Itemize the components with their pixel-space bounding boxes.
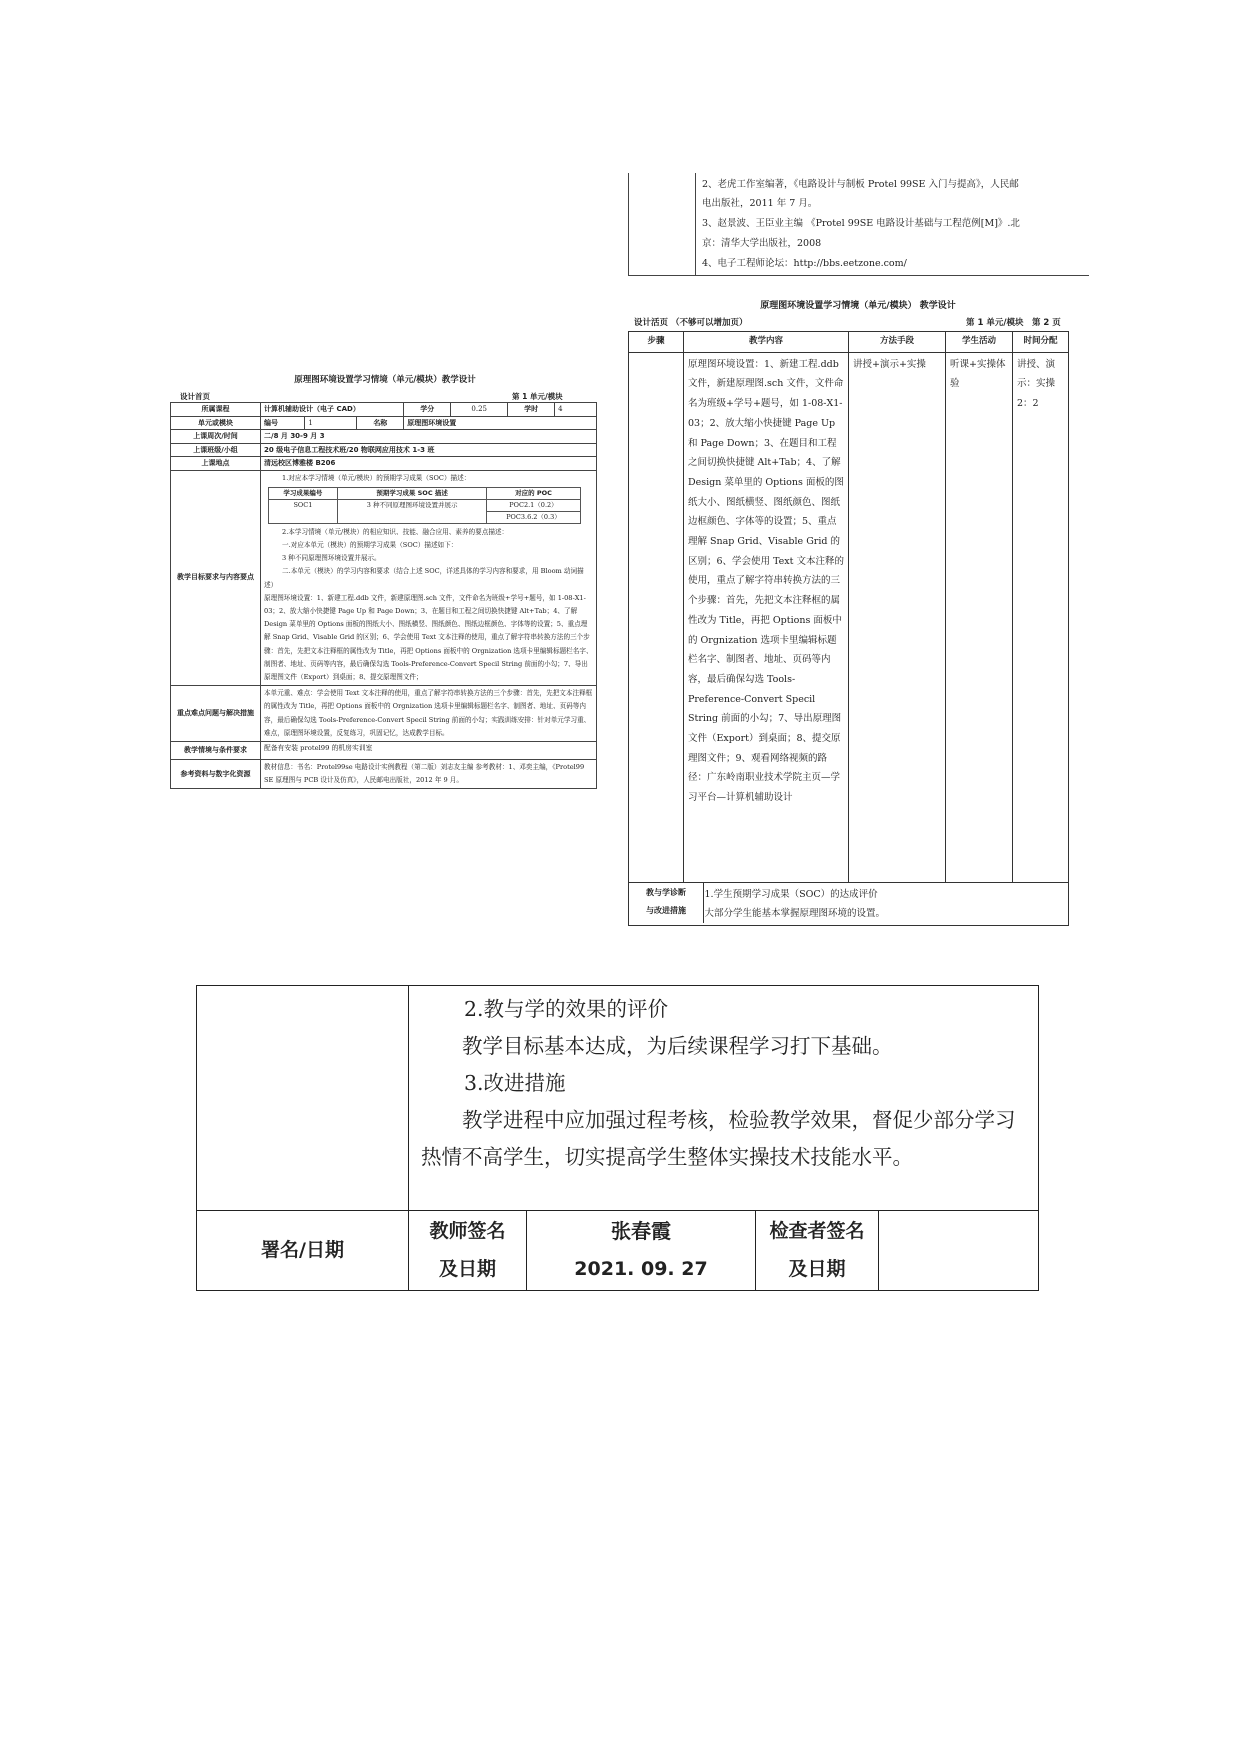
header-time: 时间分配 [1013, 332, 1069, 353]
soc-poc-1: POC2.1（0.2） [487, 499, 580, 511]
page1-page-info: 第 1 单元/模块 [512, 392, 563, 401]
teacher-sign-label-line: 及日期 [438, 1258, 496, 1281]
ref-value: 教材信息：书名：Protel99se 电路设计实例教程（第二版）刘志友主编 参考教材：1、邓奕主编，《Protel99 SE 原理图与 PCB 设计及仿真》，人民邮电出版社，2012 年 9 月。 [261, 759, 597, 788]
table-row [171, 403, 597, 417]
unit-label: 单元或模块 [171, 416, 261, 430]
evaluation-content [409, 986, 1039, 1211]
header-activity: 学生活动 [946, 332, 1013, 353]
page2-design-label: 设计活页 （不够可以增加页） [634, 318, 748, 328]
soc-desc: 3 种不同原理图环境设置并展示 [337, 499, 487, 523]
evaluation-table [196, 985, 1039, 1291]
name-label: 名称 [357, 416, 404, 430]
diagnosis-line: 大部分学生能基本掌握原理图环境的设置。 [704, 907, 886, 919]
teacher-sign-value [527, 1210, 756, 1290]
class-label: 上课班级/小组 [171, 443, 261, 457]
checker-sign-label-line: 及日期 [788, 1258, 846, 1281]
table-row [171, 416, 597, 430]
hours-label: 学时 [508, 403, 555, 417]
page2-design-table [628, 331, 1069, 926]
week-value: 二/8 月 30-9 月 3 [261, 430, 597, 444]
diagnosis-label [629, 883, 704, 923]
diagnosis-label-line: 教与学诊断 [646, 887, 686, 897]
references-fragment [628, 173, 1089, 276]
week-label: 上课周次/时间 [171, 430, 261, 444]
table-row [269, 499, 581, 511]
soc-poc-2: POC3.6.2（0.3） [487, 511, 580, 523]
diagnosis-line: 1.学生预期学习成果（SOC）的达成评价 [704, 888, 878, 900]
teacher-name: 张春霞 [611, 1219, 671, 1244]
soc-header-id: 学习成果编号 [269, 487, 338, 499]
evaluation-heading-3: 3.改进措施 [464, 1071, 566, 1095]
course-label: 所属课程 [171, 403, 261, 417]
step-cell [629, 352, 684, 882]
time-cell: 讲授、演示：实操 2：2 [1013, 352, 1069, 882]
page2-heading: 原理图环境设置学习情境（单元/模块） 教学设计 [760, 301, 956, 311]
teacher-sign-label-line: 教师签名 [429, 1220, 506, 1243]
header-method: 方法手段 [849, 332, 946, 353]
table-row [197, 1210, 1039, 1290]
table-row [629, 332, 1069, 353]
hours-value: 4 [555, 403, 597, 417]
goals-p3: 一.对应本单元（模块）的预期学习成果（SOC）描述如下： [282, 540, 458, 549]
diagnosis-label-line: 与改进措施 [646, 905, 686, 915]
teacher-date: 2021. 09. 27 [574, 1258, 708, 1281]
evaluation-text-2: 教学目标基本达成，为后续课程学习打下基础。 [462, 1034, 893, 1058]
table-row [269, 487, 581, 499]
content-cell: 原理图环境设置：1、新建工程.ddb 文件，新建原理图.sch 文件，文件命名为班级+学号+题号，如 1-08-X1-03；2、放大缩小快捷键 Page Up 和 Page Down；3、在题目和工程之间切换快捷键 Alt+Tab；4、了解 Design 菜单里的 Options 面板的图纸大小、图纸横竖、图纸颜色、图纸边框颜色、字体等的设置；5、重点理解 Snap Grid、Visable Grid 的区别；6、学会使用 Text 文本注释的使用，重点了解字符串转换方法的三个步骤：首先，先把文本注释框的属性改为 Title，再把 Options 面板中的 Orgnization 选项卡里编辑标题栏名字、制图者、地址、页码等内容，最后确保勾选 Tools-Preference-Convert Specil String 前面的小勾；7、导出原理图文件（Export）到桌面；8、提交原理图文件；9、观看网络视频的路径：广东岭南职业技术学院主页—学习平台—计算机辅助设计 [684, 352, 849, 882]
table-row [171, 443, 597, 457]
activity-cell: 听课+实操体验 [946, 352, 1013, 882]
sign-date-label: 署名/日期 [197, 1210, 409, 1290]
checker-sign-label-line: 检查者签名 [769, 1220, 865, 1243]
evaluation-heading-2: 2.教与学的效果的评价 [464, 997, 669, 1021]
credit-label: 学分 [404, 403, 451, 417]
checker-sign-value [879, 1210, 1039, 1290]
diagnosis-text [704, 882, 1069, 925]
goals-intro: 1.对应本学习情境（单元/模块）的预期学习成果（SOC）描述： [282, 473, 471, 482]
cond-label: 教学情境与条件要求 [171, 741, 261, 759]
reference-line: 3、赵景波、王臣业主编 《Protel 99SE 电路设计基础与工程范例[M]》.北 [702, 218, 1020, 229]
table-row [171, 430, 597, 444]
page1-design-label: 设计首页 [180, 392, 210, 401]
table-row [629, 882, 1069, 925]
table-row [171, 759, 597, 788]
soc-table [268, 487, 581, 524]
cond-value: 配备有安装 protel99 的机房实训室 [261, 741, 597, 759]
page2-page-info: 第 1 单元/模块 第 2 页 [966, 318, 1061, 328]
page1-heading: 原理图环境设置学习情境（单元/模块）教学设计 [294, 375, 476, 385]
number-label: 编号 [261, 416, 305, 430]
reference-line: 2、老虎工作室编著，《电路设计与制板 Protel 99SE 入门与提高》，人民邮 [702, 179, 1019, 190]
course-value: 计算机辅助设计（电子 CAD） [261, 403, 404, 417]
class-value: 20 级电子信息工程技术班/20 物联网应用技术 1-3 班 [261, 443, 597, 457]
header-content: 教学内容 [684, 332, 849, 353]
table-row [171, 470, 597, 686]
evaluation-left-cell [197, 986, 409, 1211]
teacher-sign-label [409, 1210, 527, 1290]
key-value: 本单元重、难点：学会使用 Text 文本注释的使用，重点了解字符串转换方法的三个步骤：首先，先把文本注释框的属性改为 Title，再把 Options 面板中的 Orgnization 选项卡里编辑标题栏名字、制图者、地址、页码等内容，最后确保勾选 Tools-Preference-Convert Specil String 前面的小勾；实践训练安排：针对单元学习重、难点，原理图环境设置，反复练习，巩固记忆，达成教学目标。 [261, 686, 597, 742]
method-cell: 讲授+演示+实操 [849, 352, 946, 882]
soc-id: SOC1 [269, 499, 338, 523]
table-row [171, 686, 597, 742]
table-row [171, 741, 597, 759]
goals-label: 教学目标要求与内容要点 [171, 470, 261, 686]
soc-header-desc: 预期学习成果 SOC 描述 [337, 487, 487, 499]
credit-value: 0.25 [451, 403, 508, 417]
key-label: 重点难点问题与解决措施 [171, 686, 261, 742]
goals-cell [261, 470, 597, 686]
table-row [171, 457, 597, 471]
reference-line: 京：清华大学出版社，2008 [702, 238, 822, 249]
header-step: 步骤 [629, 332, 684, 353]
table-row [629, 352, 1069, 882]
goals-p5: 二.本单元（模块）的学习内容和要求（结合上述 SOC，详述具体的学习内容和要求，用 Bloom 动词描述） [264, 567, 584, 589]
reference-line: 4、电子工程师论坛：http://bbs.eetzone.com/ [702, 258, 907, 269]
number-value: 1 [305, 416, 357, 430]
place-value: 清远校区博雅楼 B206 [261, 457, 597, 471]
evaluation-text-3: 教学进程中应加强过程考核，检验教学效果，督促少部分学习热情不高学生，切实提高学生整体实操技术技能水平。 [421, 1108, 1016, 1169]
checker-sign-label [756, 1210, 879, 1290]
place-label: 上课地点 [171, 457, 261, 471]
page1-design-table [170, 402, 597, 789]
ref-label: 参考资料与数字化资源 [171, 759, 261, 788]
goals-p4: 3 种不同原理图环境设置并展示。 [282, 554, 381, 563]
table-row [197, 986, 1039, 1211]
reference-line: 电出版社，2011 年 7 月。 [702, 198, 818, 209]
name-value: 原理图环境设置 [404, 416, 597, 430]
goals-p2: 2.本学习情境（单元/模块）的相应知识、技能、融合应用、素养的要点描述： [282, 527, 509, 536]
goals-p6: 原理图环境设置：1、新建工程.ddb 文件，新建原理图.sch 文件，文件命名为班级+学号+题号，如 1-08-X1-03；2、放大缩小快捷键 Page Up 和 Page Down；3、在题目和工程之间切换快捷键 Alt+Tab；4、了解 Design 菜单里的 Options 面板的图纸大小、图纸横竖、图纸颜色、图纸边框颜色、字体等的设置；5、重点理解 Snap Grid、Visable Grid 的区别；6、学会使用 Text 文本注释的使用，重点了解字符串转换方法的三个步骤：首先，先把文本注释框的属性改为 Title，再把 Options 面板中的 Orgnization 选项卡里编辑标题栏名字、制图者、地址、页码等内容，最后确保勾选 Tools-Preference-Convert Specil String 前面的小勾；7、导出原理图文件（Export）到桌面；8、提交原理图文件； [264, 593, 593, 681]
references-cell [695, 173, 1089, 275]
soc-header-poc: 对应的 POC [487, 487, 580, 499]
